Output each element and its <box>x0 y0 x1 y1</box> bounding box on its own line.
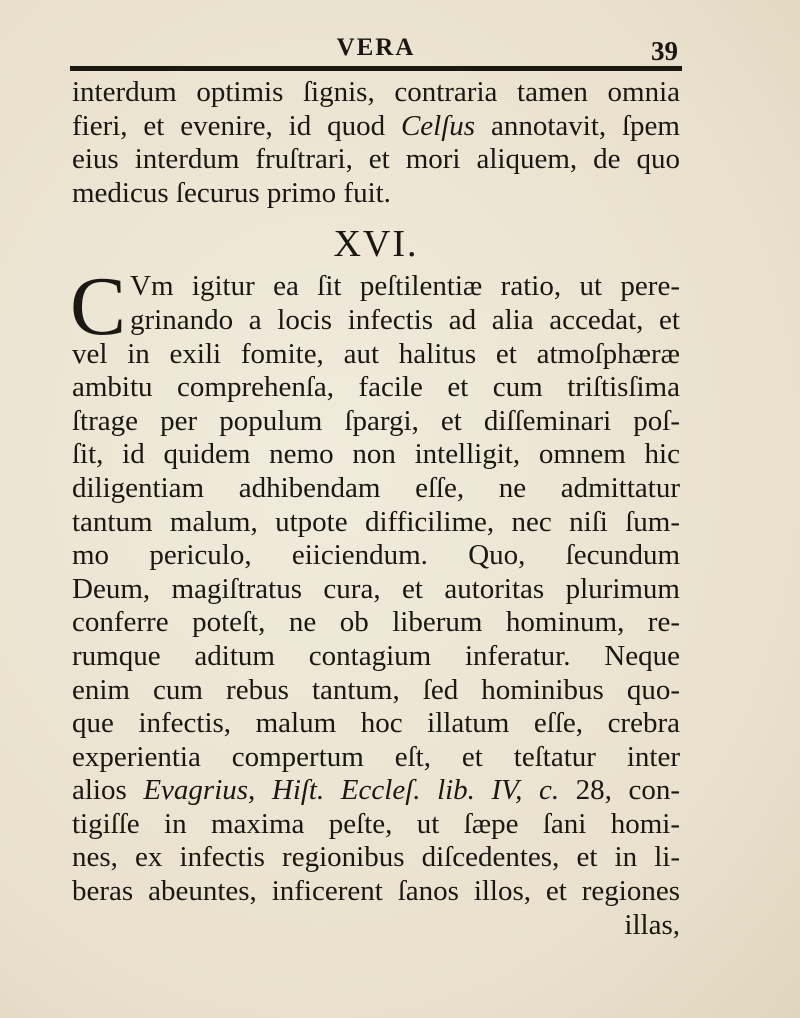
page-header <box>70 34 682 74</box>
text-line: eius interdum fruſtrari, et mori aliquem, de quo <box>72 143 680 176</box>
text-line: tantum malum, utpote difficilime, nec niſi ſum- <box>72 505 680 538</box>
text-line: grinando a locis infectis ad alia accedat, et <box>130 303 680 336</box>
text-line: mo periculo, eiiciendum. Quo, ſecundum <box>72 539 680 572</box>
text-line: interdum optimis ſignis, contraria tamen omnia <box>72 76 680 108</box>
text-line: experientia compertum eſt, et teſtatur inter <box>72 740 680 773</box>
text-line: Deum, magiſtratus cura, et autoritas plurimum <box>72 572 680 605</box>
text-line: vel in exili fomite, aut halitus et atmoſphæræ <box>72 337 680 370</box>
text-line: ambitu comprehenſa, facile et cum triſtisſima <box>72 371 680 404</box>
text-line: Vm igitur ea ſit peſtilentiæ ratio, ut pere- <box>130 270 680 303</box>
text-line: medicus ſecurus primo fuit. <box>72 176 391 209</box>
catchword: illas, <box>624 908 680 941</box>
text-line: ſtrage per populum ſpargi, et diſſeminari poſ- <box>72 404 680 437</box>
author-name: Celſus <box>400 109 476 142</box>
page-number: 39 <box>651 36 678 66</box>
text-line: tigiſſe in maxima peſte, ut ſæpe ſani homi- <box>72 807 680 840</box>
citation: Evagrius, Hiſt. Eccleſ. lib. IV, c. <box>143 774 560 807</box>
text-line: fieri, et evenire, id quod Celſus annotavit, ſpem <box>72 109 680 142</box>
paragraph-2 <box>70 260 680 942</box>
text-line: diligentiam adhibendam eſſe, ne admittatur <box>72 471 680 504</box>
text-line: nes, ex infectis regionibus diſcedentes, et in li- <box>72 841 680 874</box>
paragraph-1 <box>72 76 680 210</box>
text-line: beras abeuntes, inficerent ſanos illos, et regiones <box>72 875 680 908</box>
running-title: VERA <box>336 34 416 61</box>
text-line: rumque aditum contagium inferatur. Neque <box>72 639 680 672</box>
text-line: ſit, id quidem nemo non intelligit, omnem hic <box>72 438 680 471</box>
body-text <box>72 76 680 942</box>
header-rule <box>70 66 682 71</box>
text-line: conferre poteſt, ne ob liberum hominum, re- <box>72 606 680 639</box>
section-heading: XVI. <box>333 223 419 266</box>
text-line: alios Evagrius, Hiſt. Eccleſ. lib. IV, c. 28, con- <box>72 774 680 807</box>
text-line: enim cum rebus tantum, ſed hominibus quo- <box>72 673 680 706</box>
drop-cap: C <box>70 260 127 354</box>
text-line: que infectis, malum hoc illatum eſſe, crebra <box>72 707 680 740</box>
